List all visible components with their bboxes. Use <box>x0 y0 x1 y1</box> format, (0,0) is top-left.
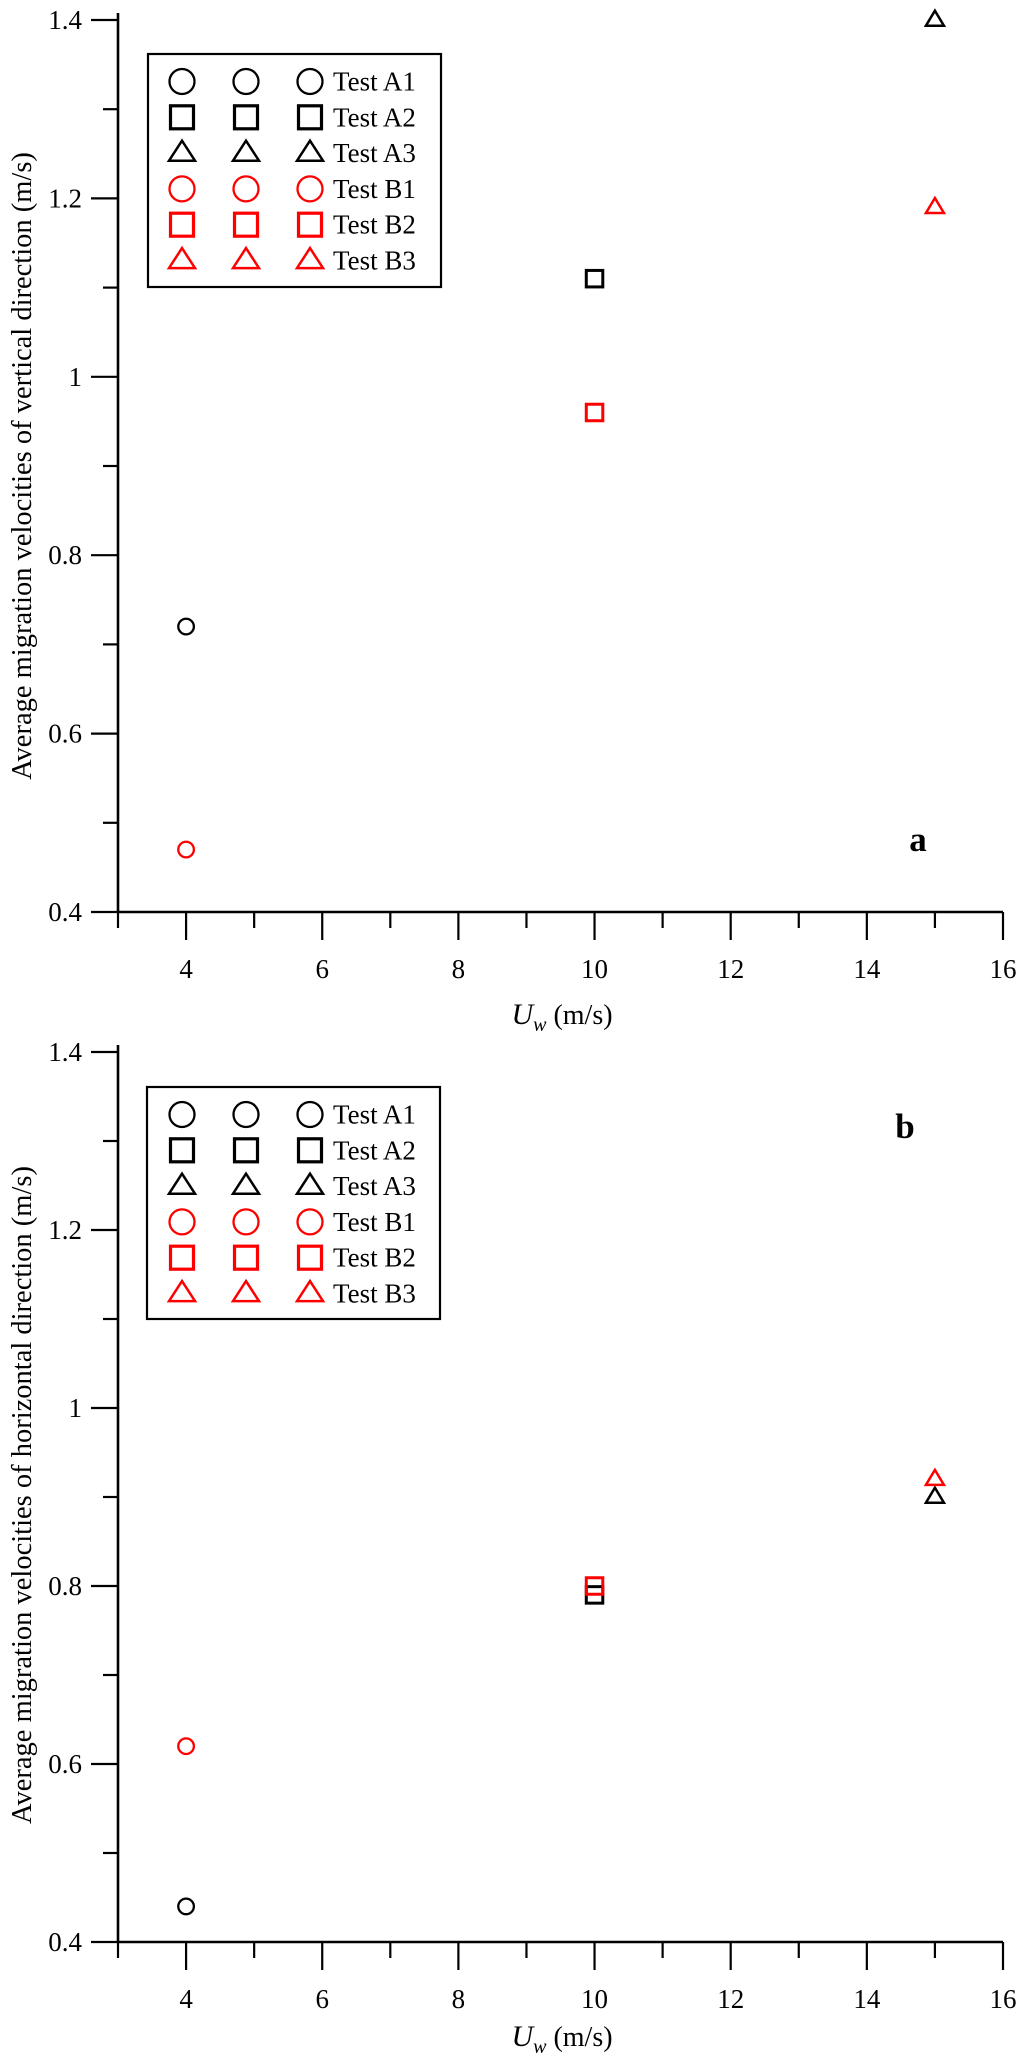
x-tick-label: 4 <box>179 954 193 984</box>
legend-marker-test-a1 <box>234 1102 259 1127</box>
legend-marker-test-b1 <box>234 1209 259 1234</box>
x-axis <box>118 912 1017 984</box>
marker-test-a3 <box>926 11 944 26</box>
y-tick-label: 1.4 <box>48 1037 82 1067</box>
legend-marker-test-b1 <box>234 176 259 201</box>
legend-marker-test-b2 <box>235 1246 258 1269</box>
legend-marker-test-a2 <box>171 1139 194 1162</box>
marker-test-b2 <box>586 404 603 421</box>
legend-marker-test-a2 <box>299 106 322 129</box>
legend-marker-test-a1 <box>298 1102 323 1127</box>
legend-row-test-a3 <box>169 1171 416 1201</box>
legend-marker-test-a3 <box>169 141 195 161</box>
legend-row-test-b1 <box>170 174 416 204</box>
legend-marker-test-a1 <box>170 1102 195 1127</box>
x-tick-label: 10 <box>581 1984 609 2014</box>
legend-label: Test B3 <box>333 245 416 276</box>
legend-marker-test-a2 <box>235 1139 258 1162</box>
legend-marker-test-a1 <box>170 69 195 94</box>
marker-test-a1 <box>178 619 194 635</box>
x-tick-label: 4 <box>179 1984 193 2014</box>
y-tick-label: 0.6 <box>48 718 82 749</box>
y-tick-label: 1 <box>68 1393 82 1423</box>
x-tick-label: 10 <box>581 954 609 984</box>
legend-marker-test-b3 <box>169 248 195 268</box>
x-tick-label: 8 <box>451 1984 466 2014</box>
legend-label: Test B2 <box>333 209 416 240</box>
legend-row-test-b3 <box>169 1279 416 1309</box>
y-tick-label: 1.2 <box>48 183 82 214</box>
panel-letter: b <box>895 1107 915 1146</box>
legend-marker-test-a3 <box>233 1174 259 1194</box>
x-tick-label: 14 <box>853 954 881 984</box>
y-tick-label: 1 <box>68 361 82 392</box>
marker-test-a1 <box>178 1899 194 1915</box>
legend-label: Test B1 <box>333 173 416 204</box>
legend-marker-test-b1 <box>170 176 195 201</box>
legend-label: Test A2 <box>333 102 416 133</box>
legend-marker-test-a1 <box>234 69 259 94</box>
legend-marker-test-a2 <box>299 1139 322 1162</box>
data-points <box>178 11 944 858</box>
legend-label: Test A1 <box>333 66 416 97</box>
legend-row-test-a1 <box>170 1100 416 1130</box>
legend-row-test-a2 <box>171 102 416 132</box>
legend-label: Test A1 <box>333 1099 416 1130</box>
data-points <box>178 1470 944 1914</box>
legend-marker-test-b3 <box>233 1281 259 1301</box>
legend-label: Test A3 <box>333 1171 416 1202</box>
legend-row-test-a2 <box>171 1135 416 1165</box>
y-tick-label: 0.8 <box>48 540 82 571</box>
marker-test-a2 <box>586 270 603 287</box>
marker-test-b3 <box>926 1470 944 1485</box>
x-tick-label: 6 <box>315 954 329 984</box>
y-tick-label: 0.4 <box>48 1927 82 1957</box>
x-tick-label: 14 <box>853 1984 881 2014</box>
legend-marker-test-b2 <box>299 1246 322 1269</box>
x-tick-label: 16 <box>989 954 1017 984</box>
marker-test-a3 <box>926 1488 944 1503</box>
y-axis <box>48 1037 118 1957</box>
legend-label: Test B3 <box>333 1278 416 1309</box>
x-tick-label: 6 <box>315 1984 329 2014</box>
legend-marker-test-b1 <box>298 1209 323 1234</box>
legend-marker-test-b2 <box>235 213 258 236</box>
legend-marker-test-a3 <box>297 1174 323 1194</box>
legend-row-test-a3 <box>169 138 416 168</box>
x-tick-label: 12 <box>717 1984 745 2014</box>
legend-marker-test-b3 <box>233 248 259 268</box>
legend-marker-test-a1 <box>298 69 323 94</box>
legend-row-test-b2 <box>171 210 416 240</box>
y-tick-label: 0.8 <box>48 1571 82 1601</box>
legend <box>147 1087 440 1319</box>
marker-test-b1 <box>178 842 194 858</box>
x-axis-title: Uw (m/s) <box>511 2020 613 2056</box>
legend-marker-test-b3 <box>169 1281 195 1301</box>
marker-test-b3 <box>926 198 944 213</box>
legend-marker-test-a2 <box>235 106 258 129</box>
y-tick-label: 0.6 <box>48 1749 82 1779</box>
legend-marker-test-a2 <box>171 106 194 129</box>
legend-marker-test-b3 <box>297 1281 323 1301</box>
y-tick-label: 0.4 <box>48 897 82 927</box>
legend-marker-test-b1 <box>170 1209 195 1234</box>
legend-label: Test B1 <box>333 1206 416 1237</box>
legend-marker-test-a3 <box>233 141 259 161</box>
legend-row-test-b3 <box>169 246 416 276</box>
panel-b <box>7 1037 1017 2056</box>
legend-marker-test-b2 <box>299 213 322 236</box>
legend-row-test-b1 <box>170 1207 416 1237</box>
legend-label: Test B2 <box>333 1242 416 1273</box>
x-tick-label: 16 <box>989 1984 1017 2014</box>
panel-letter: a <box>909 820 927 859</box>
panel-a <box>7 5 1017 1036</box>
y-axis <box>48 5 118 927</box>
legend-marker-test-b2 <box>171 1246 194 1269</box>
legend-label: Test A2 <box>333 1135 416 1166</box>
legend-marker-test-a3 <box>169 1174 195 1194</box>
legend-row-test-a1 <box>170 67 416 97</box>
legend-marker-test-b3 <box>297 248 323 268</box>
y-axis-title: Average migration velocities of vertical direction (m/s) <box>7 152 38 780</box>
marker-test-b1 <box>178 1738 194 1754</box>
legend <box>148 54 441 287</box>
legend-marker-test-b2 <box>171 213 194 236</box>
legend-label: Test A3 <box>333 138 416 169</box>
legend-row-test-b2 <box>171 1243 416 1273</box>
legend-marker-test-a3 <box>297 141 323 161</box>
x-tick-label: 8 <box>451 954 466 984</box>
legend-marker-test-b1 <box>298 176 323 201</box>
y-tick-label: 1.4 <box>48 5 82 35</box>
y-tick-label: 1.2 <box>48 1215 82 1245</box>
x-tick-label: 12 <box>717 954 745 984</box>
y-axis-title: Average migration velocities of horizontal direction (m/s) <box>7 1166 38 1824</box>
x-axis <box>118 1942 1017 2014</box>
x-axis-title: Uw (m/s) <box>511 998 613 1036</box>
